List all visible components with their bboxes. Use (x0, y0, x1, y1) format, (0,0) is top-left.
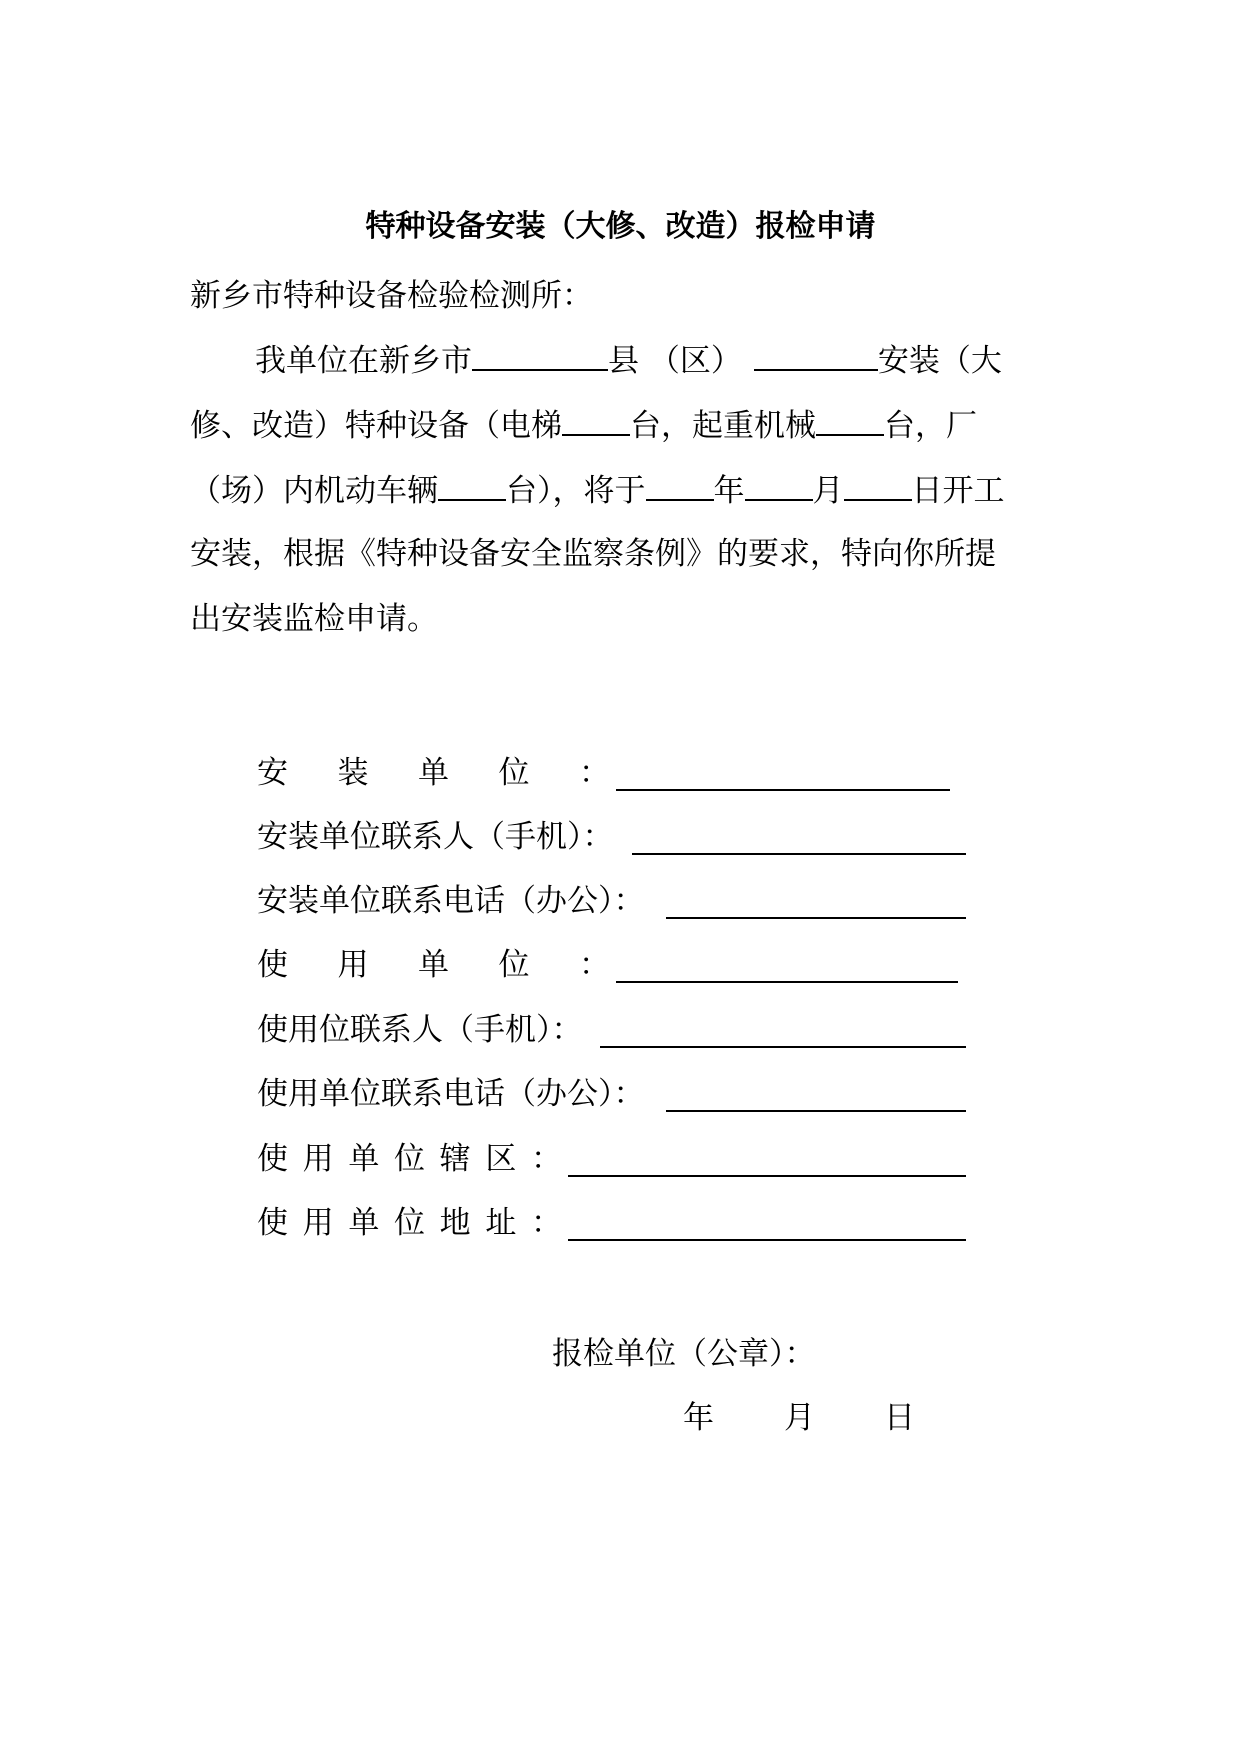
district-blank[interactable] (754, 337, 878, 371)
body-line-4: 安装，根据《特种设备安全监察条例》的要求，特向你所提 (190, 536, 996, 572)
use-phone-label: 使用单位联系电话（办公）： (257, 1076, 645, 1112)
use-address-input[interactable] (568, 1239, 966, 1241)
install-phone-input[interactable] (666, 917, 966, 919)
start-month-blank[interactable] (745, 467, 813, 501)
use-district-input[interactable] (568, 1175, 966, 1177)
body-line-2: 修、改造）特种设备（电梯 台，起重机械 台，厂 (190, 402, 977, 448)
use-address-label: 使用单位地址： (257, 1205, 562, 1241)
start-day-blank[interactable] (844, 467, 912, 501)
sign-year: 年 (683, 1400, 714, 1436)
install-phone-label: 安装单位联系电话（办公）： (257, 883, 645, 919)
use-contact-input[interactable] (600, 1046, 966, 1048)
addressee: 新乡市特种设备检验检测所： (190, 278, 593, 314)
sign-month: 月 (784, 1400, 815, 1436)
use-unit-input[interactable] (616, 981, 958, 983)
sign-day: 日 (884, 1400, 915, 1436)
elevator-count-blank[interactable] (562, 402, 630, 436)
vehicle-count-blank[interactable] (438, 467, 506, 501)
start-year-blank[interactable] (646, 467, 714, 501)
install-unit-input[interactable] (616, 789, 950, 791)
document-title: 特种设备安装（大修、改造）报检申请 (365, 209, 876, 244)
install-contact-input[interactable] (632, 853, 966, 855)
install-unit-label: 安装单位： (257, 755, 610, 791)
body-line-1: 我单位在新乡市 县 （区） 安装（大 (255, 337, 1002, 383)
body-line-5: 出安装监检申请。 (190, 601, 438, 637)
install-contact-label: 安装单位联系人（手机）： (257, 819, 614, 855)
city-county-blank[interactable] (472, 337, 608, 371)
use-phone-input[interactable] (666, 1110, 966, 1112)
use-contact-label: 使用位联系人（手机）： (257, 1012, 583, 1048)
crane-count-blank[interactable] (816, 402, 884, 436)
body-line-3: （场）内机动车辆 台），将于 年 月 日开工 (190, 467, 1005, 513)
use-district-label: 使用单位辖区： (257, 1141, 562, 1177)
use-unit-label: 使用单位： (257, 947, 610, 983)
seal-label: 报检单位（公章）： (552, 1336, 816, 1372)
